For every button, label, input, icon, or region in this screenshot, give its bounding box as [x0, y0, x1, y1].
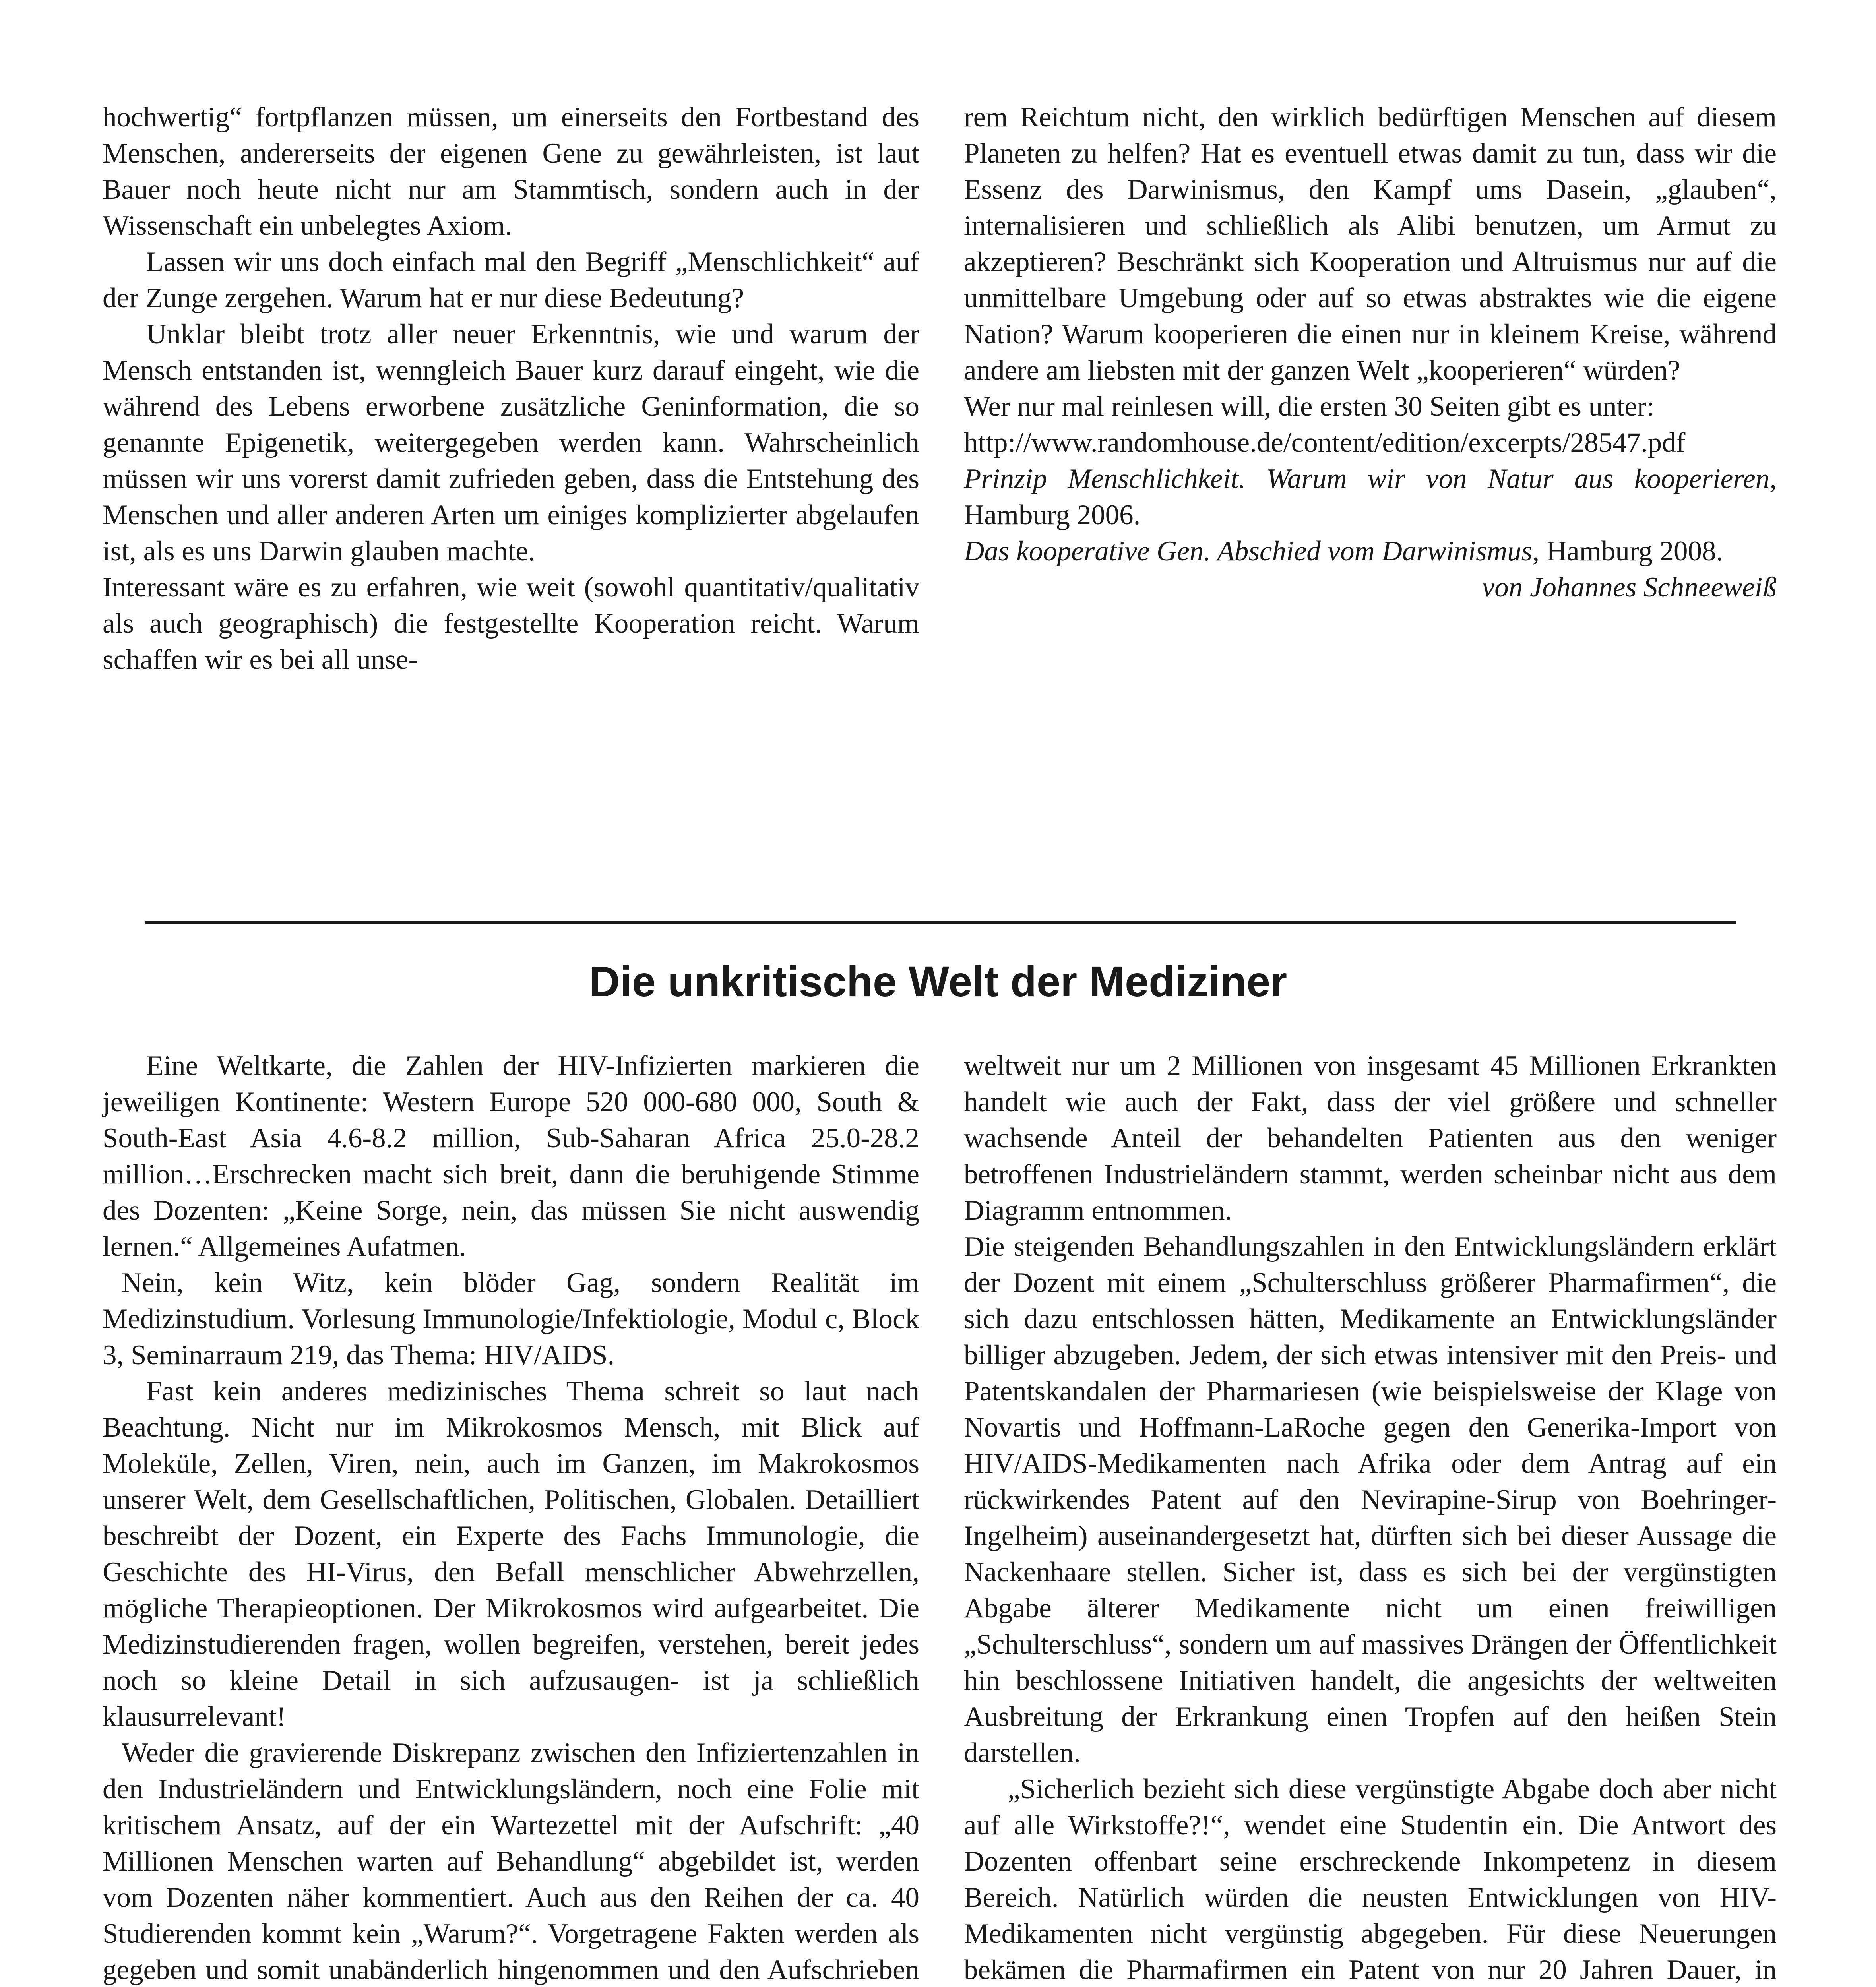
- book-title: Das kooperative Gen. Abschied vom Darwinismus,: [964, 536, 1540, 567]
- paragraph: Interessant wäre es zu erfahren, wie weit (sowohl quantitativ/qualitativ als auch geographisch) die festgestellte Kooperation reicht. Warum schaffen wir es bei all unse-: [103, 572, 919, 675]
- paragraph: Die steigenden Behandlungszahlen in den Entwicklungsländern erklärt der Dozent mit einem „Schulterschluss größerer Pharmafirmen“, die sich dazu entschlossen hätten, Medikamente an Entwicklungsländer billiger abzugeben. Jedem, der sich etwas intensiver mit den Preis- und Patentskandalen der Pharmariesen (wie beispielsweise der Klage von Novartis und Hoffmann-LaRoche gegen den Generika-Import von HIV/AIDS-Medikamenten nach Afrika oder dem Antrag auf ein rückwirkendes Patent auf den Nevirapine-Sirup von Boehringer-Ingelheim) auseinandergesetzt hat, dürften sich bei dieser Aussage die Nackenhaare stellen. Sicher ist, dass es sich bei der vergünstigten Abgabe älterer Medikamente nicht um einen freiwilligen „Schulterschluss“, sondern um auf massives Drängen der Öffentlichkeit hin beschlossene Initiativen handelt, die angesichts der weltweiten Ausbreitung der Erkrankung einen Tropfen auf den heißen Stein darstellen.: [964, 1231, 1777, 1768]
- book-reference-2: [964, 533, 1777, 569]
- paragraph: Unklar bleibt trotz aller neuer Erkenntnis, wie und warum der Mensch entstanden ist, wenngleich Bauer kurz darauf eingeht, wie die während des Lebens erworbene zusätzliche Geninformation, die so genannte Epigenetik, weitergegeben werden kann. Wahrscheinlich müssen wir uns vorerst damit zufrieden geben, dass die Entstehung des Menschen und aller anderen Arten um einiges komplizierter abgelaufen ist, als es uns Darwin glauben machte.: [103, 319, 919, 567]
- book-place-year: Hamburg 2006.: [964, 500, 1141, 531]
- paragraph: hochwertig“ fortpflanzen müssen, um einerseits den Fortbestand des Menschen, andererseits der eigenen Gene zu gewährleisten, ist laut Bauer noch heute nicht nur am Stammtisch, sondern auch in der Wissenschaft ein unbelegtes Axiom.: [103, 102, 919, 241]
- section-divider: [145, 921, 1736, 924]
- top-article-right-column: [964, 99, 1777, 606]
- book-place-year: Hamburg 2008.: [1539, 536, 1723, 567]
- article-right-column: [964, 1048, 1777, 1987]
- excerpt-url: http://www.randomhouse.de/content/edition/excerpts/28547.pdf: [964, 427, 1686, 458]
- paragraph: Fast kein anderes medizinisches Thema schreit so laut nach Beachtung. Nicht nur im Mikrokosmos Mensch, mit Blick auf Moleküle, Zellen, Viren, nein, auch im Ganzen, im Makrokosmos unserer Welt, dem Gesellschaftlichen, Politischen, Globalen. Detailliert beschreibt der Dozent, ein Experte des Fachs Immunologie, die Geschichte des HI-Virus, den Befall menschlicher Abwehrzellen, mögliche Therapieoptionen. Der Mikrokosmos wird aufgearbeitet. Die Medizinstudierenden fragen, wollen begreifen, verstehen, bereit jedes noch so kleine Detail in sich aufzusaugen- ist ja schließlich klausurrelevant!: [103, 1376, 919, 1732]
- article-headline: Die unkritische Welt der Mediziner: [589, 957, 1287, 1005]
- paragraph: Eine Weltkarte, die Zahlen der HIV-Infizierten markieren die jeweiligen Kontinente: Western Europe 520 000-680 000, South & South-East Asia 4.6-8.2 million, Sub-Saharan Africa 25.0-28.2 million…Erschrecken macht sich breit, dann die beruhigende Stimme des Dozenten: „Keine Sorge, nein, das müssen Sie nicht auswendig lernen.“ Allgemeines Aufatmen.: [103, 1050, 919, 1262]
- read-more-note: Wer nur mal reinlesen will, die ersten 30 Seiten gibt es unter:: [964, 391, 1655, 422]
- author-byline: von Johannes Schneeweiß: [1482, 572, 1777, 603]
- paragraph: Nein, kein Witz, kein blöder Gag, sondern Realität im Medizinstudium. Vorlesung Immunologie/Infektiologie, Modul c, Block 3, Seminarraum 219, das Thema: HIV/AIDS.: [103, 1267, 919, 1371]
- paragraph: Weder die gravierende Diskrepanz zwischen den Infiziertenzahlen in den Industrieländern und Entwicklungsländern, noch eine Folie mit kritischem Ansatz, auf der ein Wartezettel mit der Aufschrift: „40 Millionen Menschen warten auf Behandlung“ abgebildet ist, werden vom Dozenten näher kommentiert. Auch aus den Reihen der ca. 40 Studierenden kommt kein „Warum?“. Vorgetragene Fakten werden als gegeben und somit unabänderlich hingenommen und den Aufschrieben: [103, 1737, 919, 1985]
- paragraph: rem Reichtum nicht, den wirklich bedürftigen Menschen auf diesem Planeten zu helfen? Hat es eventuell etwas damit zu tun, dass wir die Essenz des Darwinismus, den Kampf ums Dasein, „glauben“, internalisieren und schließlich als Alibi benutzen, um Armut zu akzeptieren? Beschränkt sich Kooperation und Altruismus nur auf die unmittelbare Umgebung oder auf so etwas abstraktes wie die eigene Nation? Warum kooperieren die einen nur in kleinem Kreise, während andere am liebsten mit der ganzen Welt „kooperieren“ würden?: [964, 102, 1777, 386]
- paragraph: weltweit nur um 2 Millionen von insgesamt 45 Millionen Erkrankten handelt wie auch der Fakt, dass der viel größere und schneller wachsende Anteil der behandelten Patienten aus den weniger betroffenen Industrieländern stammt, werden scheinbar nicht aus dem Diagramm entnommen.: [964, 1050, 1777, 1226]
- paragraph: Lassen wir uns doch einfach mal den Begriff „Menschlichkeit“ auf der Zunge zergehen. Warum hat er nur diese Bedeutung?: [103, 246, 919, 314]
- book-title: Prinzip Menschlichkeit. Warum wir von Natur aus kooperieren,: [964, 463, 1777, 494]
- paragraph: „Sicherlich bezieht sich diese vergünstigte Abgabe doch aber nicht auf alle Wirkstoffe?!“, wendet eine Studentin ein. Die Antwort des Dozenten offenbart seine erschreckende Inkompetenz in diesem Bereich. Natürlich würden die neusten Entwicklungen von HIV-Medikamenten nicht vergünstig abgegeben. Für diese Neuerungen bekämen die Pharmafirmen ein Patent von nur 20 Jahren Dauer, in: [964, 1774, 1777, 1985]
- article-left-column: [103, 1048, 919, 1987]
- top-article-left-column: [103, 99, 919, 678]
- book-reference-1: [964, 461, 1777, 533]
